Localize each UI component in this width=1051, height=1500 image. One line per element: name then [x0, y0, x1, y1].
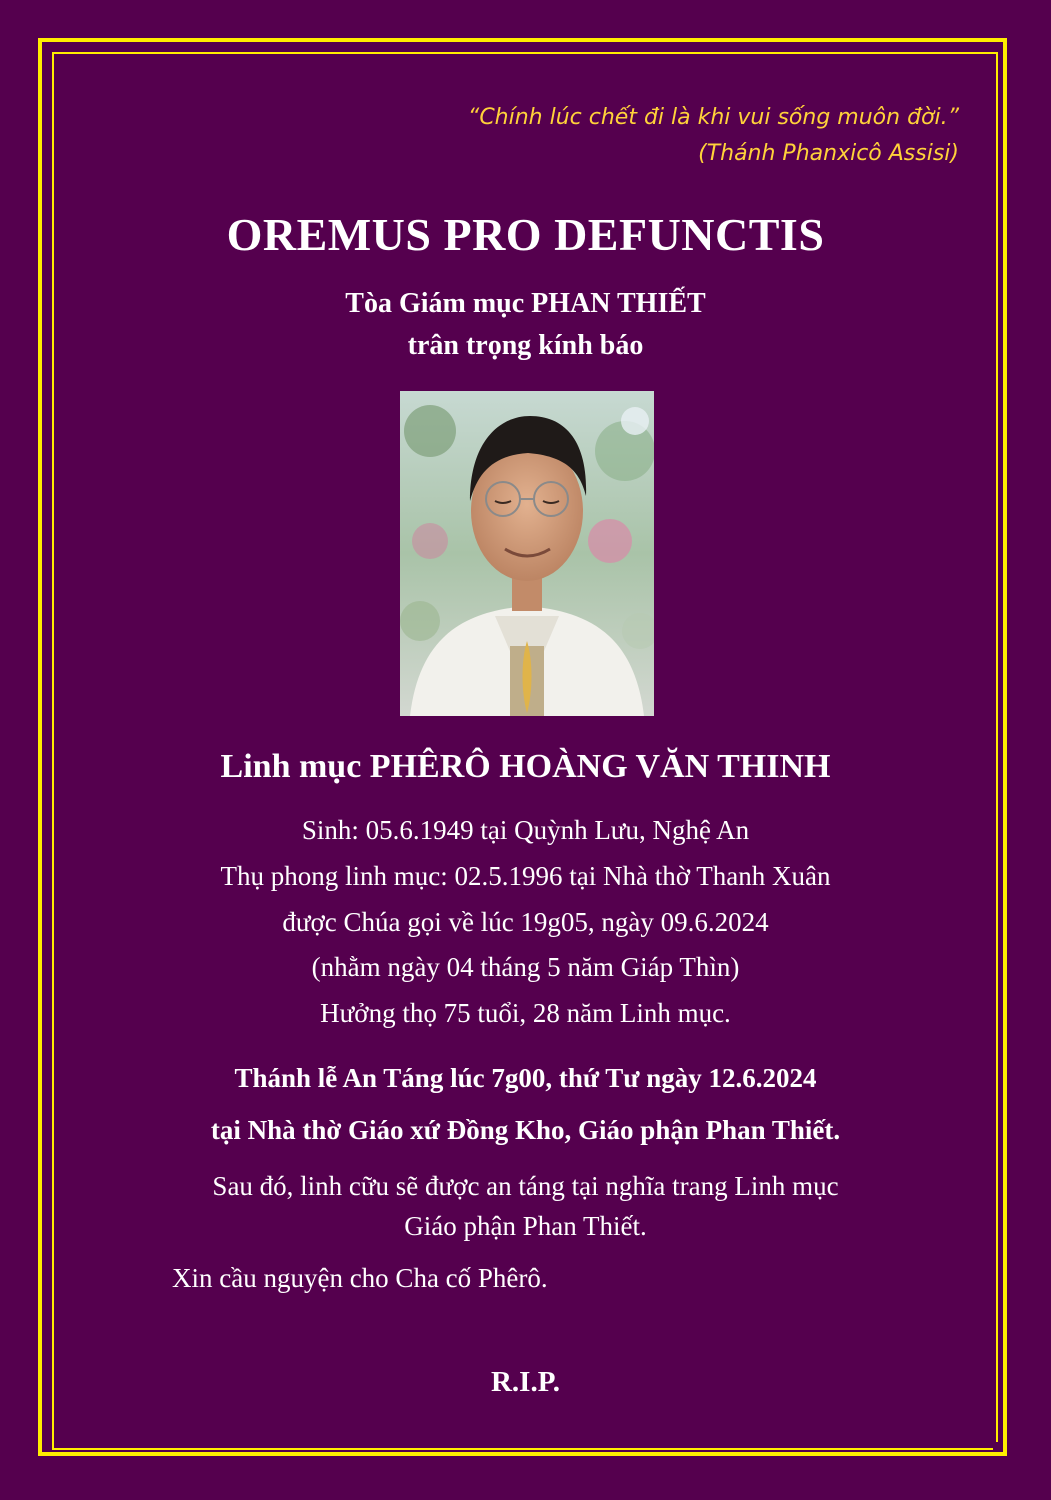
quote-text: “Chính lúc chết đi là khi vui sống muôn đời.”: [467, 105, 959, 130]
biography-block: [0, 808, 1051, 1037]
death-line: được Chúa gọi về lúc 19g05, ngày 09.6.2024: [282, 906, 769, 937]
burial-line-2: Giáo phận Phan Thiết.: [404, 1211, 647, 1241]
lunar-date-line: (nhằm ngày 04 tháng 5 năm Giáp Thìn): [311, 952, 740, 983]
notice-subtitle: [0, 283, 1051, 367]
burial-line-1: Sau đó, linh cữu sẽ được an táng tại nghĩa trang Linh mục: [212, 1171, 839, 1201]
announcement-line: trân trọng kính báo: [407, 330, 644, 361]
mass-location-line: tại Nhà thờ Giáo xứ Đồng Kho, Giáo phận Phan Thiết.: [210, 1115, 841, 1145]
corner-ornament-top-left: [38, 38, 52, 52]
rip-footer: R.I.P.: [490, 1366, 561, 1398]
ordination-line: Thụ phong linh mục: 02.5.1996 tại Nhà thờ Thanh Xuân: [220, 860, 831, 891]
prayer-request: Xin cầu nguyện cho Cha cố Phêrô.: [172, 1263, 548, 1293]
age-line: Hưởng thọ 75 tuổi, 28 năm Linh mục.: [320, 998, 731, 1029]
corner-ornament-bottom-right: [993, 1442, 1007, 1456]
mass-time-line: Thánh lễ An Táng lúc 7g00, thứ Tư ngày 12.6.2024: [234, 1063, 817, 1093]
priest-portrait-photo: [400, 391, 654, 716]
epigraph-quote: [468, 100, 959, 172]
quote-source: (Thánh Phanxicô Assisi): [698, 141, 959, 166]
corner-ornament-top-right: [993, 38, 1007, 52]
deceased-name: Linh mục PHÊRÔ HOÀNG VĂN THINH: [220, 748, 831, 785]
notice-title: OREMUS PRO DEFUNCTIS: [226, 209, 825, 260]
corner-ornament-bottom-left: [38, 1442, 52, 1456]
issuer-line: Tòa Giám mục PHAN THIẾT: [345, 288, 706, 319]
burial-block: [0, 1166, 1051, 1246]
funeral-mass-block: [0, 1052, 1051, 1156]
birth-line: Sinh: 05.6.1949 tại Quỳnh Lưu, Nghệ An: [301, 815, 750, 845]
